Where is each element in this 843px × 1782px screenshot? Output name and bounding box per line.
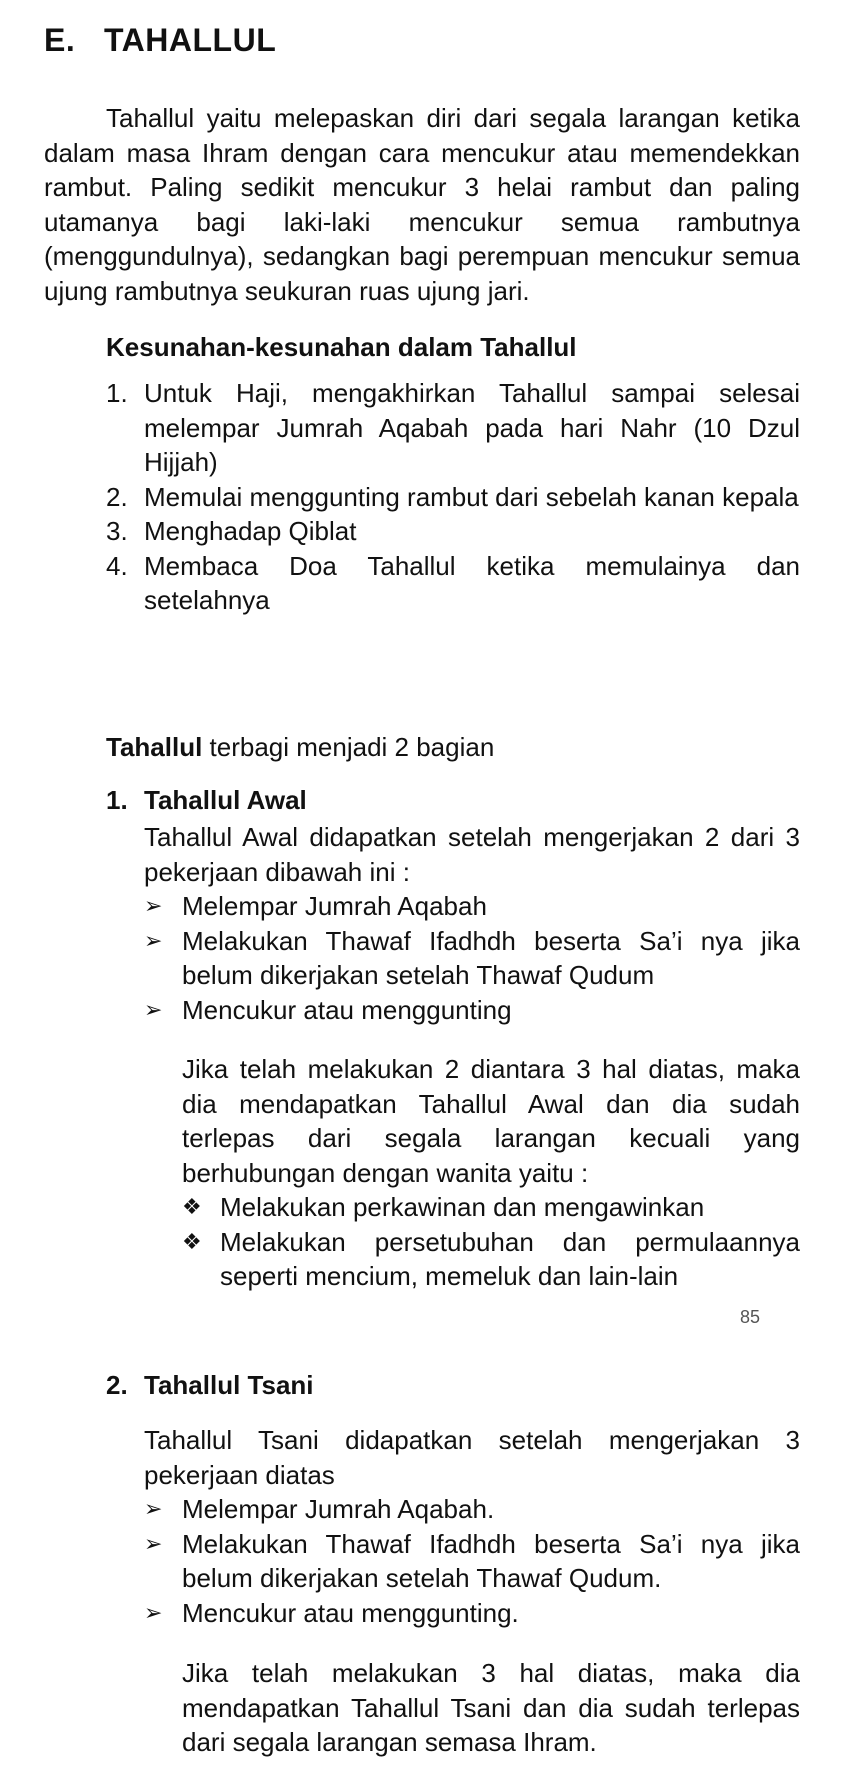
sunnah-list (106, 376, 800, 618)
diamond-bullet-icon: ❖ (182, 1228, 202, 1254)
item-text: Melempar Jumrah Aqabah. (182, 1494, 495, 1524)
item-text: Untuk Haji, mengakhirkan Tahallul sampai selesai melempar Jumrah Aqabah pada hari Nahr (10 Dzul Hijjah) (144, 378, 800, 477)
list-item (144, 889, 800, 924)
section-title: TAHALLUL (104, 22, 277, 58)
list-item (182, 1225, 800, 1294)
awal-requirements (144, 889, 800, 1027)
arrow-bullet-icon: ➢ (144, 996, 163, 1022)
page-number: 85 (740, 1307, 761, 1327)
item-text: Melempar Jumrah Aqabah (182, 891, 487, 921)
item-text: Melakukan Thawaf Ifadhdh beserta Sa’i nya jika belum dikerjakan setelah Thawaf Qudum (182, 925, 800, 990)
tsani-number: 2. (106, 1370, 128, 1400)
item-text: Mencukur atau menggunting. (182, 1597, 519, 1628)
tsani-heading (106, 1370, 314, 1401)
tsani-note: Jika telah melakukan 3 hal diatas, maka dia mendapatkan Tahallul Tsani dan dia sudah terlepas dari segala larangan semasa Ihram. (182, 1658, 800, 1757)
item-text: Menghadap Qiblat (144, 516, 357, 546)
bagian-bold: Tahallul (106, 732, 203, 762)
tsani-block (144, 1423, 800, 1630)
list-item (106, 376, 800, 480)
arrow-bullet-icon: ➢ (144, 927, 163, 953)
sunnah-heading: Kesunahan-kesunahan dalam Tahallul (106, 332, 577, 362)
diamond-bullet-icon: ❖ (182, 1194, 202, 1219)
awal-block (144, 820, 800, 1027)
item-text: Membaca Doa Tahallul ketika memulainya dan setelahnya (144, 550, 800, 615)
item-number: 3. (106, 516, 128, 546)
tsani-title: Tahallul Tsani (144, 1370, 314, 1400)
list-item (144, 993, 800, 1028)
intro-paragraph (44, 101, 800, 308)
awal-intro: Tahallul Awal didapatkan setelah mengerjakan 2 dari 3 pekerjaan dibawah ini : (144, 822, 800, 887)
awal-number: 1. (106, 785, 128, 815)
list-item (106, 549, 800, 618)
list-item (182, 1190, 800, 1225)
item-text: Memulai menggunting rambut dari sebelah kanan kepala (144, 481, 799, 512)
arrow-bullet-icon: ➢ (144, 1599, 163, 1625)
list-item (144, 924, 800, 993)
awal-note-block (182, 1052, 800, 1294)
bagian-line (106, 732, 494, 763)
list-item (106, 480, 800, 515)
arrow-bullet-icon: ➢ (144, 893, 163, 918)
awal-heading (106, 785, 307, 816)
intro-text: Tahallul yaitu melepaskan diri dari segala larangan ketika dalam masa Ihram dengan cara mencukur atau memendekkan rambut. Paling sedikit mencukur 3 helai rambut dan paling utamanya bagi laki-laki mencukur semua rambutnya (menggundulnya), sedangkan bagi perempuan mencukur semua ujung rambutnya seukuran ruas ujung jari. (44, 103, 800, 306)
list-item (144, 1527, 800, 1596)
item-text: Mencukur atau menggunting (182, 994, 512, 1025)
awal-note: Jika telah melakukan 2 diantara 3 hal diatas, maka dia mendapatkan Tahallul Awal dan dia sudah terlepas dari segala larangan kecuali yang berhubungan dengan wanita yaitu : (182, 1054, 800, 1188)
item-number: 2. (106, 481, 128, 512)
item-number: 4. (106, 550, 128, 581)
item-text: Melakukan Thawaf Ifadhdh beserta Sa’i nya jika belum dikerjakan setelah Thawaf Qudum. (182, 1528, 800, 1593)
arrow-bullet-icon: ➢ (144, 1530, 163, 1556)
tsani-intro: Tahallul Tsani didapatkan setelah mengerjakan 3 pekerjaan diatas (144, 1425, 800, 1490)
arrow-bullet-icon: ➢ (144, 1496, 163, 1521)
item-text: Melakukan perkawinan dan mengawinkan (220, 1192, 705, 1222)
list-item (106, 514, 800, 549)
awal-title: Tahallul Awal (144, 785, 307, 815)
section-letter: E. (44, 22, 76, 58)
tsani-requirements (144, 1492, 800, 1630)
section-heading (44, 22, 276, 59)
item-number: 1. (106, 378, 128, 408)
item-text: Melakukan persetubuhan dan permulaannya seperti mencium, memeluk dan lain-lain (220, 1226, 800, 1291)
awal-exceptions (182, 1190, 800, 1294)
list-item (144, 1492, 800, 1527)
list-item (144, 1596, 800, 1631)
bagian-rest: terbagi menjadi 2 bagian (202, 732, 495, 762)
